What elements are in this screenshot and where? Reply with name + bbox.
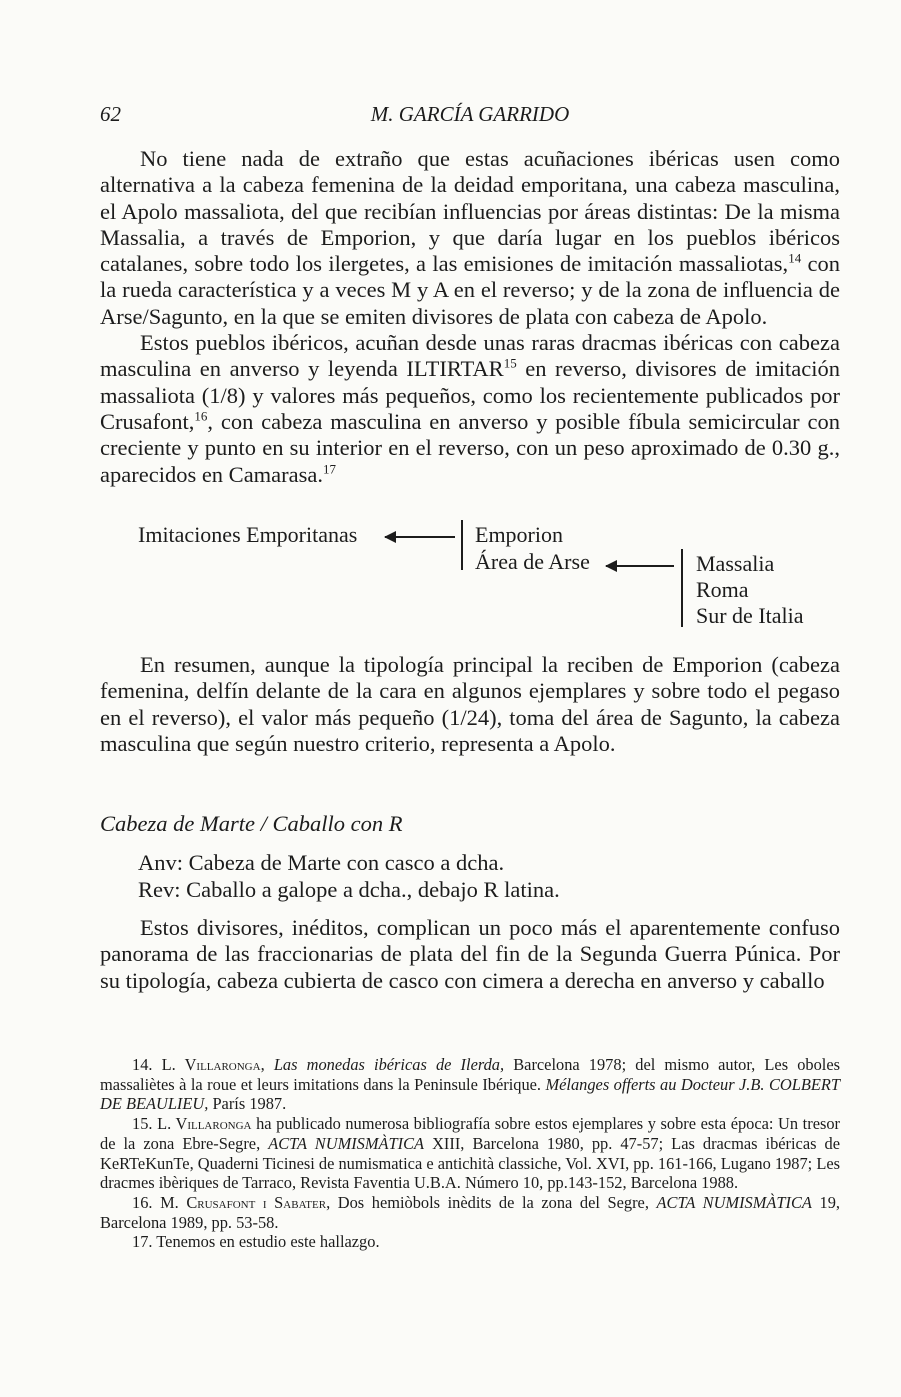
paragraph-2: Estos pueblos ibéricos, acuñan desde unas raras dracmas ibéricas con cabeza masculina en anverso y leyenda ILTIRTAR$^{15}$ en reverso, divisores de imitación massaliota (1/8) y valores más pequeños, como los recientemente publicados por Crusafont,$^{16}$, con cabeza masculina en anverso y posible fíbula semicircular con creciente y punto en su interior en el reverso, con un peso aproximado de 0.30 g., aparecidos en Camarasa.$^{17}$ [100, 330, 840, 487]
paragraph-1: No tiene nada de extraño que estas acuñaciones ibéricas usen como alternativa a la cabeza femenina de la deidad emporitana, una cabeza masculina, el Apolo massaliota, del que recibían influencias por áreas distintas: De la misma Massalia, a través de Emporion, y que daría lugar en los pueblos ibéricos catalanes, sobre todo los ilergetes, a las emisiones de imitación massaliotas,$^{14}$ con la rueda característica y a veces M y A en el reverso; y de la zona de influencia de Arse/Sagunto, en la que se emiten divisores de plata con cabeza de Apolo. [100, 146, 840, 329]
footnote-ref-17: 17 [323, 461, 337, 477]
page-number: 62 [100, 102, 121, 126]
footnote-ref-15: 15 [503, 355, 517, 371]
bracket-bar [681, 549, 683, 627]
footnote-15: 15. L. Villaronga ha publicado numerosa bibliografía sobre estos ejemplares y sobre esta época: Un tresor de la zona Ebre-Segre, ACTA NUMISMÀTICA XIII, Barcelona 1980, pp. 47-57; Las dracmas ibéricas de KeRTeKunTe, Quaderni Ticinesi de numismatica e antichità classiche, Vol. XVI, pp. 161-166, Lugano 1987; Les dracmes ibèriques de Tarraco, Revista Faventia U.B.A. Número 10, pp.143-152, Barcelona 1988. [100, 1114, 840, 1193]
footnote-ref-14: 14 [788, 250, 802, 266]
diagram-label-sur-italia: Sur de Italia [696, 603, 804, 628]
arrow-left-icon [385, 536, 455, 538]
running-head: M. GARCÍA GARRIDO [370, 102, 570, 126]
bracket-bar [461, 520, 463, 570]
body-block-3 [100, 915, 840, 994]
reverso-line: Rev: Caballo a galope a dcha., debajo R latina. [138, 877, 560, 902]
body-block-2 [100, 652, 840, 757]
paragraph-3: En resumen, aunque la tipología principal la reciben de Emporion (cabeza femenina, delfín delante de la cara en algunos ejemplares y sobre todo el pegaso en el reverso), el valor más pequeño (1/24), toma del área de Sagunto, la cabeza masculina que según nuestro criterio, representa a Apolo. [100, 652, 840, 756]
diagram-label-area-arse: Área de Arse [475, 549, 590, 574]
anverso-line: Anv: Cabeza de Marte con casco a dcha. [138, 850, 505, 875]
section-title: Cabeza de Marte / Caballo con R [100, 811, 403, 836]
footnote-14: 14. L. Villaronga, Las monedas ibéricas de Ilerda, Barcelona 1978; del mismo autor, Les oboles massaliètes à la roue et leurs imitations dans la Peninsule Ibérique. Mélanges offerts au Docteur J.B. COLBERT DE BEAULIEU, París 1987. [100, 1055, 841, 1114]
page-header [100, 102, 840, 132]
footnote-ref-16: 16 [194, 408, 208, 424]
footnote-16: 16. M. Crusafont i Sabater, Dos hemiòbols inèdits de la zona del Segre, ACTA NUMISMÀTICA 19, Barcelona 1989, pp. 53-58. [100, 1192, 840, 1232]
diagram-label-massalia: Massalia [696, 551, 775, 576]
footnote-17: 17. Tenemos en estudio este hallazgo. [132, 1232, 380, 1252]
footnotes [100, 1055, 840, 1252]
arrow-left-icon [606, 565, 674, 567]
diagram-label-emporion: Emporion [475, 522, 563, 547]
paragraph-4: Estos divisores, inéditos, complican un poco más el aparentemente confuso panorama de las fraccionarias de plata del fin de la Segunda Guerra Púnica. Por su tipología, cabeza cubierta de casco con cimera a derecha en anverso y caballo [100, 915, 840, 993]
diagram-label-imitaciones: Imitaciones Emporitanas [138, 522, 358, 547]
diagram-label-roma: Roma [696, 577, 749, 602]
body-block-1 [100, 146, 840, 488]
